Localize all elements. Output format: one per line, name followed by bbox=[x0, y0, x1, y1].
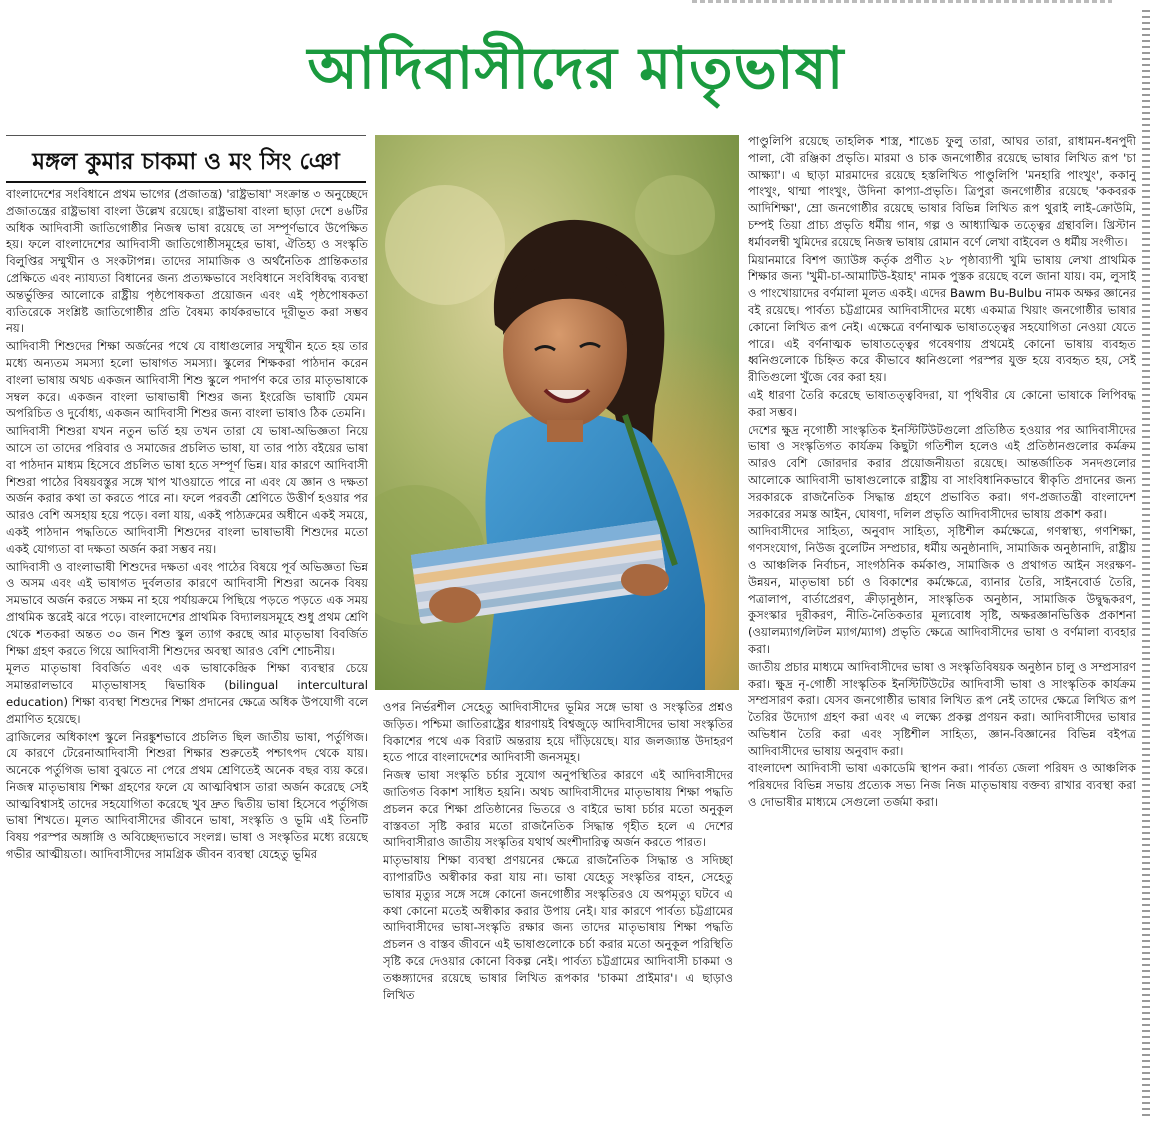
article-column-3 bbox=[748, 133, 1136, 1123]
paragraph: আদিবাসীদের সাহিত্য, অনুবাদ সাহিত্য, সৃষ্টিশীল কর্মক্ষেত্রে, গণস্বাস্থ্য, গণশিক্ষা, গণসংযোগ, নিউজ বুলেটিন সম্প্রচার, ধর্মীয় অনুষ্ঠানাদি, সামাজিক অনুষ্ঠানাদি, রাষ্ট্রীয় ও আঞ্চলিক নির্বাচন, সাংগঠনিক কর্মকাণ্ড, সামাজিক ও প্রথাগত আইন সংরক্ষণ-উন্নয়ন, মাতৃভাষা চর্চা ও বিকাশের কর্মক্ষেত্রে, ব্যানার তৈরি, সাইনবোর্ড তৈরি, পত্রালাপ, বার্তাপ্রেরণ, ক্রীড়ানুষ্ঠান, সাংস্কৃতিক অনুষ্ঠান, সামাজিক উদ্বুদ্ধকরণ, কুসংস্কার দূরীকরণ, নীতি-নৈতিকতার মূল্যবোধ সৃষ্টি, অক্ষরজ্ঞানভিত্তিক প্রকাশনা (ওয়ালম্যাগ/লিটল ম্যাগ/ম্যাগ) প্রভৃতি ক্ষেত্রে আদিবাসীদের ভাষা ও বর্ণমালা ব্যবহার করা। bbox=[748, 524, 1136, 656]
paragraph: আদিবাসী ও বাংলাভাষী শিশুদের দক্ষতা এবং পাঠের বিষয়ে পূর্ব অভিজ্ঞতা ভিন্ন ও অসম এবং এই ভাষাগত দুর্বলতার কারণে আদিবাসী শিশুরা অনেক বিষয় সমভাবে অর্জন করতে সক্ষম না হয়ে পর্যায়ক্রমে পিছিয়ে পড়তে পড়তে এক সময় প্রাথমিক স্তরেই ঝরে পড়ে। বাংলাদেশের প্রাথমিক বিদ্যালয়সমূহে শুধু প্রথম শ্রেণি থেকে শতকরা অন্তত ৩০ জন শিশু স্কুল ত্যাগ করছে আর মাতৃভাষা বিবর্জিত শিক্ষা গ্রহণ করতে গিয়ে আদিবাসী শিশুদের অবস্থা আরও বেশি শোচনীয়। bbox=[6, 559, 368, 658]
byline: মঙ্গল কুমার চাকমা ও মং সিং ঞো bbox=[32, 149, 340, 175]
top-strip bbox=[0, 0, 1152, 8]
paragraph: জাতীয় প্রচার মাধ্যমে আদিবাসীদের ভাষা ও সংস্কৃতিবিষয়ক অনুষ্ঠান চালু ও সম্প্রসারণ করা। ক্ষুদ্র নৃ-গোষ্ঠী সাংস্কৃতিক ইনস্টিটিউটের আদিবাসী ভাষা ও সাংস্কৃতিক কার্যক্রম সম্প্রসারণ করা। যেসব জনগোষ্ঠীর ভাষার লিখিত রূপ নেই তাদের ক্ষেত্রে লিখিত রূপ তৈরির উদ্যোগ গ্রহণ করা এবং এ লক্ষ্যে প্রকল্প প্রণয়ন করা। আদিবাসীদের ভাষার অভিধান তৈরি করা এবং সৃষ্টিশীল সাহিত্য, জ্ঞান-বিজ্ঞানের বিভিন্ন বইপত্র আদিবাসীদের ভাষায় অনুবাদ করা। bbox=[748, 659, 1136, 758]
paragraph: আদিবাসী শিশুদের শিক্ষা অর্জনের পথে যে বাধাগুলোর সম্মুখীন হতে হয় তার মধ্যে অন্যতম সমস্যা হলো ভাষাগত সমস্যা। স্কুলের শিক্ষকরা পাঠদান করেন বাংলা ভাষায় অথচ একজন আদিবাসী শিশু স্কুলে পদার্পণ করে তার মাতৃভাষাকে সম্বল করে। একজন বাংলা ভাষাভাষী শিশুর জন্য ইংরেজি ভাষাটি যেমন অপরিচিত ও দুর্বোধ্য, একজন আদিবাসী শিশুর জন্য বাংলা ভাষাও ঠিক তেমনি। bbox=[6, 339, 368, 421]
page-headline: আদিবাসীদের মাতৃভাষা bbox=[307, 34, 845, 102]
article-photo bbox=[375, 135, 739, 690]
column-divider bbox=[1142, 10, 1150, 1120]
article-column-2 bbox=[383, 699, 733, 1124]
byline-bottom-rule bbox=[6, 181, 366, 183]
paragraph: আদিবাসী শিশুরা যখন নতুন ভর্তি হয় তখন তারা যে ভাষা-অভিজ্ঞতা নিয়ে আসে তা তাদের পরিবার ও সমাজের প্রচলিত ভাষা, যা তার পাঠ্য বইয়ের ভাষা বা পাঠদান মাধ্যম হিসেবে প্রচলিত ভাষা হতে সম্পূর্ণ ভিন্ন। যার কারণে আদিবাসী শিশুরা পাঠের বিষয়বস্তুর সঙ্গে খাপ খাওয়াতে পারে না এবং যে জ্ঞান ও দক্ষতা অর্জন করার কথা তা করতে পারে না। ফলে পরবর্তী শ্রেণিতে উত্তীর্ণ হওয়ার পর আরও বেশি অসহায় হয়ে পড়ে। বলা যায়, একই পাঠ্যক্রমের অধীনে একই সময়ে, একই পাঠদান পদ্ধতিতে আদিবাসী শিশুদের বাংলা ভাষাভাষী শিশুদের মতো একই যোগ্যতা বা দক্ষতা অর্জন করা সম্ভব নয়। bbox=[6, 424, 368, 556]
byline-top-rule bbox=[6, 135, 366, 136]
paragraph: মিয়ানমারে বিশপ জ্যাউঙ্গ কর্তৃক প্রণীত ২৮ পৃষ্ঠাব্যাপী খুমি ভাষায় লেখা প্রাথমিক শিক্ষার জন্য 'খুমী-চা-আমাটিউ-ইয়াহ' নামক পুস্তক রয়েছে বলে জানা যায়। বম, লুসাই ও পাংখোয়াদের বর্ণমালা মূলত একই। এদের Bawm Bu-Bulbu নামক অক্ষর জ্ঞানের বই রয়েছে। পার্বত্য চট্টগ্রামের আদিবাসীদের মধ্যে একমাত্র খিয়াং জনগোষ্ঠীর ভাষার কোনো লিখিত রূপ নেই। এক্ষেত্রে বর্ণনাত্মক ভাষাতত্ত্বের সহযোগিতা নেওয়া যেতে পারে। এই বর্ণনাত্মক ভাষাতত্ত্বের গবেষণায় প্রথমেই কোনো ভাষায় ব্যবহৃত ধ্বনিগুলোকে চিহ্নিত করে কীভাবে ধ্বনিগুলো পরস্পর যুক্ত হয়ে ব্যবহৃত হয়, সেই রীতিগুলো খুঁজে বের করা হয়। bbox=[748, 252, 1136, 385]
top-strip-line bbox=[692, 0, 1112, 3]
paragraph: দেশের ক্ষুদ্র নৃগোষ্ঠী সাংস্কৃতিক ইনস্টিটিউটগুলো প্রতিষ্ঠিত হওয়ার পর আদিবাসীদের ভাষা ও সংস্কৃতিগত কার্যক্রম কিছুটা গতিশীল হলেও এই প্রতিষ্ঠানগুলোর কর্মক্রম আরও বেশি জোরদার করার প্রয়োজনীয়তা রয়েছে। আন্তর্জাতিক সনদগুলোর আলোকে আদিবাসী ভাষাগুলোকে রাষ্ট্রীয় বা সাংবিধানিকভাবে স্বীকৃতি প্রদানের জন্য সরকারকে রাজনৈতিক সিদ্ধান্ত গ্রহণে প্রভাবিত করা। গণ-প্রজাতন্ত্রী বাংলাদেশ সরকারের সমস্ত আইন, ঘোষণা, দলিল প্রভৃতি আদিবাসীদের ভাষায় প্রকাশ করা। bbox=[748, 422, 1136, 521]
paragraph: নিজস্ব ভাষা সংস্কৃতি চর্চার সুযোগ অনুপস্থিতির কারণে এই আদিবাসীদের জাতিগত বিকাশ সাধিত হয়নি। অথচ আদিবাসীদের মাতৃভাষায় শিক্ষা পদ্ধতি প্রচলন করে শিক্ষা প্রতিষ্ঠানের ভিতরে ও বাইরে ভাষা চর্চার মতো অনুকূল বাস্তবতা সৃষ্টি করার মতো রাজনৈতিক সিদ্ধান্ত গৃহীত হলে এ দেশের আদিবাসীরাও জাতীয় সংস্কৃতির যথার্থ অংশীদারিত্ব অর্জন করতে পারত। bbox=[383, 768, 733, 850]
paragraph: মাতৃভাষায় শিক্ষা ব্যবস্থা প্রণয়নের ক্ষেত্রে রাজনৈতিক সিদ্ধান্ত ও সদিচ্ছা ব্যাপারটিও অস্বীকার করা যায় না। ভাষা যেহেতু সংস্কৃতির বাহন, সেহেতু ভাষার মৃত্যুর সঙ্গে সঙ্গে কোনো জনগোষ্ঠীর সংস্কৃতিরও যে অপমৃত্যু ঘটবে এ কথা কোনো মতেই অস্বীকার করার উপায় নেই। যার কারণে পার্বত্য চট্টগ্রামের আদিবাসীদের ভাষা-সংস্কৃতি রক্ষার জন্য তাদের মাতৃভাষায় শিক্ষা পদ্ধতি প্রচলন ও বাস্তব জীবনে এই ভাষাগুলোকে চর্চা করার মতো অনুকূল পরিস্থিতি সৃষ্টি করে দেওয়ার কোনো বিকল্প নেই। পার্বত্য চট্টগ্রামের আদিবাসী চাকমা ও তঞ্চঙ্গ্যাদের রয়েছে ভাষার লিখিত রূপকার 'চাকমা প্রাইমার'। এ ছাড়াও লিখিত bbox=[383, 853, 733, 1002]
paragraph: মূলত মাতৃভাষা বিবর্জিত এবং এক ভাষাকেন্দ্রিক শিক্ষা ব্যবস্থার চেয়ে সমান্তরালভাবে মাতৃভাষাসহ দ্বিভাষিক (bilingual intercultural education) শিক্ষা ব্যবস্থা শিশুদের শিক্ষা প্রদানের ক্ষেত্রে অধিক উপযোগী বলে প্রমাণিত হয়েছে। bbox=[6, 661, 368, 726]
paragraph: বাংলাদেশের সংবিধানে প্রথম ভাগের (প্রজাতন্ত্র) 'রাষ্ট্রভাষা' সংক্রান্ত ৩ অনুচ্ছেদে প্রজাতন্ত্রের রাষ্ট্রভাষা বাংলা উল্লেখ রয়েছে। রাষ্ট্রভাষা বাংলা ছাড়া দেশে ৪৬টির অধিক আদিবাসী জাতিগোষ্ঠীর নিজস্ব ভাষা রয়েছে তা সম্পূর্ণভাবে উপেক্ষিত হয়। ফলে বাংলাদেশের আদিবাসী জাতিগোষ্ঠীসমূহের ভাষা, ঐতিহ্য ও সংস্কৃতি বিলুপ্তির সম্মুখীন ও সংকটাপন্ন। তাদের সামাজিক ও অর্থনৈতিক প্রান্তিকতার প্রেক্ষিতে এবং ন্যায্যতা বিধানের জন্য প্রত্যক্ষভাবে সংবিধানে সংবিধিবদ্ধ ব্যবস্থা অন্তর্ভুক্তির আলোকে রাষ্ট্রীয় পৃষ্ঠপোষকতা প্রয়োজন এবং এই পৃষ্ঠপোষকতা ব্যতিরেকে সংশ্লিষ্ট জাতিগোষ্ঠীর প্রতি বৈষম্য কার্যকরভাবে দূরীভূত করা সম্ভব নয়। bbox=[6, 187, 368, 336]
paragraph: ওপর নির্ভরশীল সেহেতু আদিবাসীদের ভূমির সঙ্গে ভাষা ও সংস্কৃতির প্রশ্নও জড়িত। পশ্চিমা জাতিরাষ্ট্রের ধারণায়ই বিশ্বজুড়ে আদিবাসীদের ভাষা সংস্কৃতির বিকাশের পথে এক বিরাট অন্তরায় হয়ে দাঁড়িয়েছে। যার জলজ্যান্ত উদাহরণ হতে পারে বাংলাদেশের আদিবাসী জনসমূহ। bbox=[383, 700, 733, 765]
paragraph: পাণ্ডুলিপি রয়েছে তাহলিক শাস্ত্র, শাঙেচ ফুলু তারা, আঘর তারা, রাধামন-ধনপুদী পালা, বৌ রঞ্জিকা প্রভৃতি। মারমা ও চাক জনগোষ্ঠীর রয়েছে ভাষার লিখিত রূপ 'চা আক্ষ্যা'। এ ছাড়া মারমাদের রয়েছে হস্তলিখিত পাণ্ডুলিপি 'মনহারি পাংখুং', ককানু পাংখুং, থাম্মা পাংখুং, উদিনা কাপ্যা-প্রভৃতি। ত্রিপুরা জনগোষ্ঠীর রয়েছে 'ককবরক আদিশিক্ষা', ম্রো জনগোষ্ঠীর রয়েছে ভাষার বিভিন্ন লিখিত রূপ থুরাই লাই-ক্রোউমি, চম্পই তিয়া প্রাচ্য প্রভৃতি ধর্মীয় গান, গল্প ও আধ্যাত্মিক তত্ত্বের গ্রন্থাবলি। খ্রিস্টান ধর্মাবলম্বী খুমিদের রয়েছে নিজস্ব ভাষায় রোমান বর্ণে লেখা বাইবেল ও ধর্মীয় সংগীত। bbox=[748, 134, 1136, 249]
girl-with-books-photo bbox=[375, 135, 739, 690]
article-column-1 bbox=[6, 186, 368, 1121]
paragraph: ব্রাজিলের অধিকাংশ স্কুলে নিরঙ্কুশভাবে প্রচলিত ছিল জাতীয় ভাষা, পর্তুগিজ। যে কারণে টেরেনাআদিবাসী শিশুরা শিক্ষার শুরুতেই পশ্চাৎপদ থেকে যায়। অনেকে পর্তুগিজ ভাষা বুঝতে না পেরে প্রথম শ্রেণিতেই অনেক বছর ব্যয় করে। নিজস্ব মাতৃভাষায় শিক্ষা গ্রহণের ফলে যে আত্মবিশ্বাস তারা অর্জন করেছে সেই আত্মবিশ্বাসই তাদের সহযোগিতা করেছে খুব দ্রুত দ্বিতীয় ভাষা হিসেবে পর্তুগিজ ভাষা শিখতে। মূলত আদিবাসীদের জীবনে ভাষা, সংস্কৃতি ও ভূমি এই তিনটি বিষয় পরস্পর অঙ্গাঙ্গি ও অবিচ্ছেদ্যভাবে সংলগ্ন। ভাষা ও সংস্কৃতির মধ্যে রয়েছে গভীর আত্মীয়তা। আদিবাসীদের সামগ্রিক জীবন ব্যবস্থা যেহেতু ভূমির bbox=[6, 729, 368, 862]
paragraph: এই ধারণা তৈরি করেছে ভাষাতত্ত্ববিদরা, যা পৃথিবীর যে কোনো ভাষাকে লিপিবদ্ধ করা সম্ভব। bbox=[748, 387, 1136, 419]
paragraph: বাংলাদেশ আদিবাসী ভাষা একাডেমি স্থাপন করা। পার্বত্য জেলা পরিষদ ও আঞ্চলিক পরিষদের বিভিন্ন সভায় প্রত্যেক সভ্য নিজ নিজ মাতৃভাষায় বক্তব্য রাখার ব্যবস্থা করা ও দোভাষীর মাধ্যমে সেগুলো তর্জমা করা। bbox=[748, 761, 1136, 810]
